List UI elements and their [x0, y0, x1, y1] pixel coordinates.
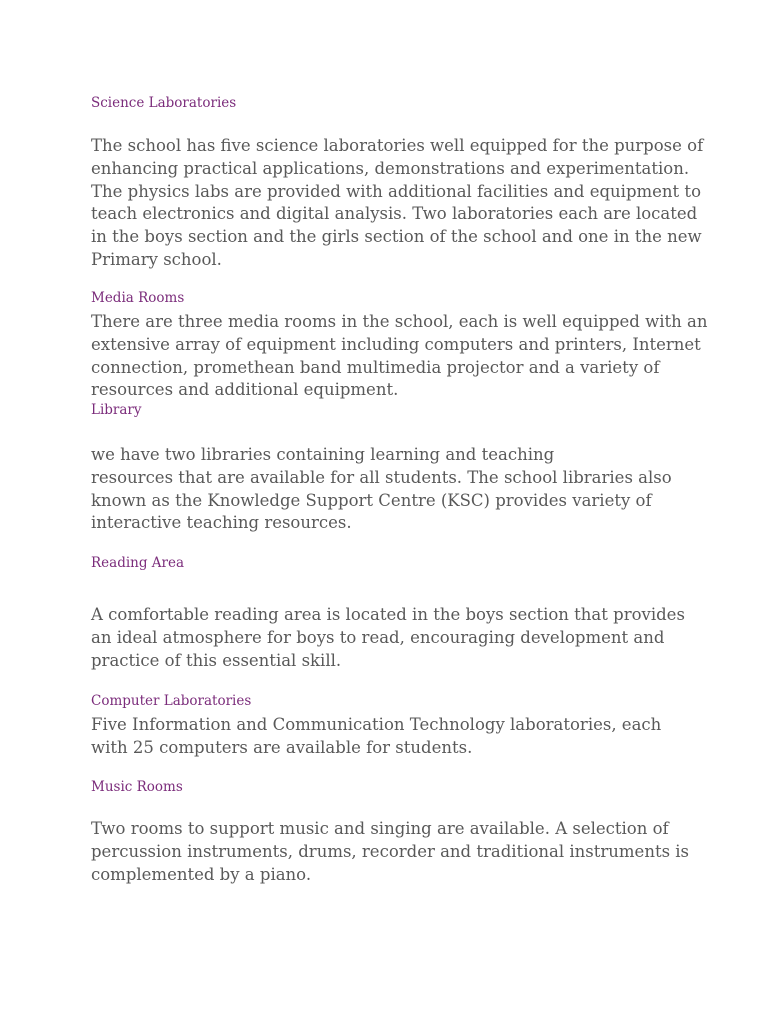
text-line: A comfortable reading area is located in the boys section that provides	[91, 605, 685, 624]
text-line: resources and additional equipment.	[91, 380, 399, 400]
paragraph-science-laboratories	[91, 135, 711, 272]
heading-music-rooms: Music Rooms	[91, 779, 183, 795]
text-line: percussion instruments, drums, recorder and traditional instruments is	[91, 841, 690, 861]
text-line: connection, promethean band multimedia projector and a variety of	[91, 357, 660, 377]
heading-media-rooms: Media Rooms	[91, 290, 185, 306]
text-line: The physics labs are provided with additional facilities and equipment to	[91, 181, 702, 201]
text-line: Five Information and Communication Technology laboratories, each	[91, 715, 662, 734]
text-line: There are three media rooms in the school, each is well equipped with an	[91, 312, 708, 331]
text-line: enhancing practical applications, demonstrations and experimentation.	[91, 158, 690, 178]
text-line: with 25 computers are available for students.	[91, 737, 473, 757]
text-line: resources that are available for all students. The school libraries also	[91, 467, 672, 487]
text-line: Primary school.	[91, 249, 222, 269]
text-line: in the boys section and the girls section of the school and one in the new	[91, 227, 702, 247]
text-line: we have two libraries containing learning and teaching	[91, 445, 555, 464]
paragraph-reading-area	[91, 604, 711, 672]
text-line: The school has five science laboratories well equipped for the purpose of	[91, 136, 704, 155]
text-line: practice of this essential skill.	[91, 650, 342, 670]
paragraph-library	[91, 444, 711, 535]
paragraph-music-rooms	[91, 818, 711, 886]
text-line: Two rooms to support music and singing are available. A selection of	[91, 819, 669, 838]
heading-science-laboratories: Science Laboratories	[91, 95, 237, 111]
text-line: interactive teaching resources.	[91, 513, 352, 533]
heading-computer-laboratories: Computer Laboratories	[91, 693, 252, 709]
paragraph-media-rooms	[91, 311, 711, 402]
paragraph-computer-laboratories	[91, 714, 711, 760]
heading-reading-area: Reading Area	[91, 555, 185, 571]
heading-library: Library	[91, 402, 142, 418]
text-line: an ideal atmosphere for boys to read, encouraging development and	[91, 627, 665, 647]
text-line: complemented by a piano.	[91, 864, 312, 884]
text-line: teach electronics and digital analysis. Two laboratories each are located	[91, 204, 698, 224]
text-line: known as the Knowledge Support Centre (KSC) provides variety of	[91, 490, 652, 510]
text-line: extensive array of equipment including computers and printers, Internet	[91, 334, 701, 354]
